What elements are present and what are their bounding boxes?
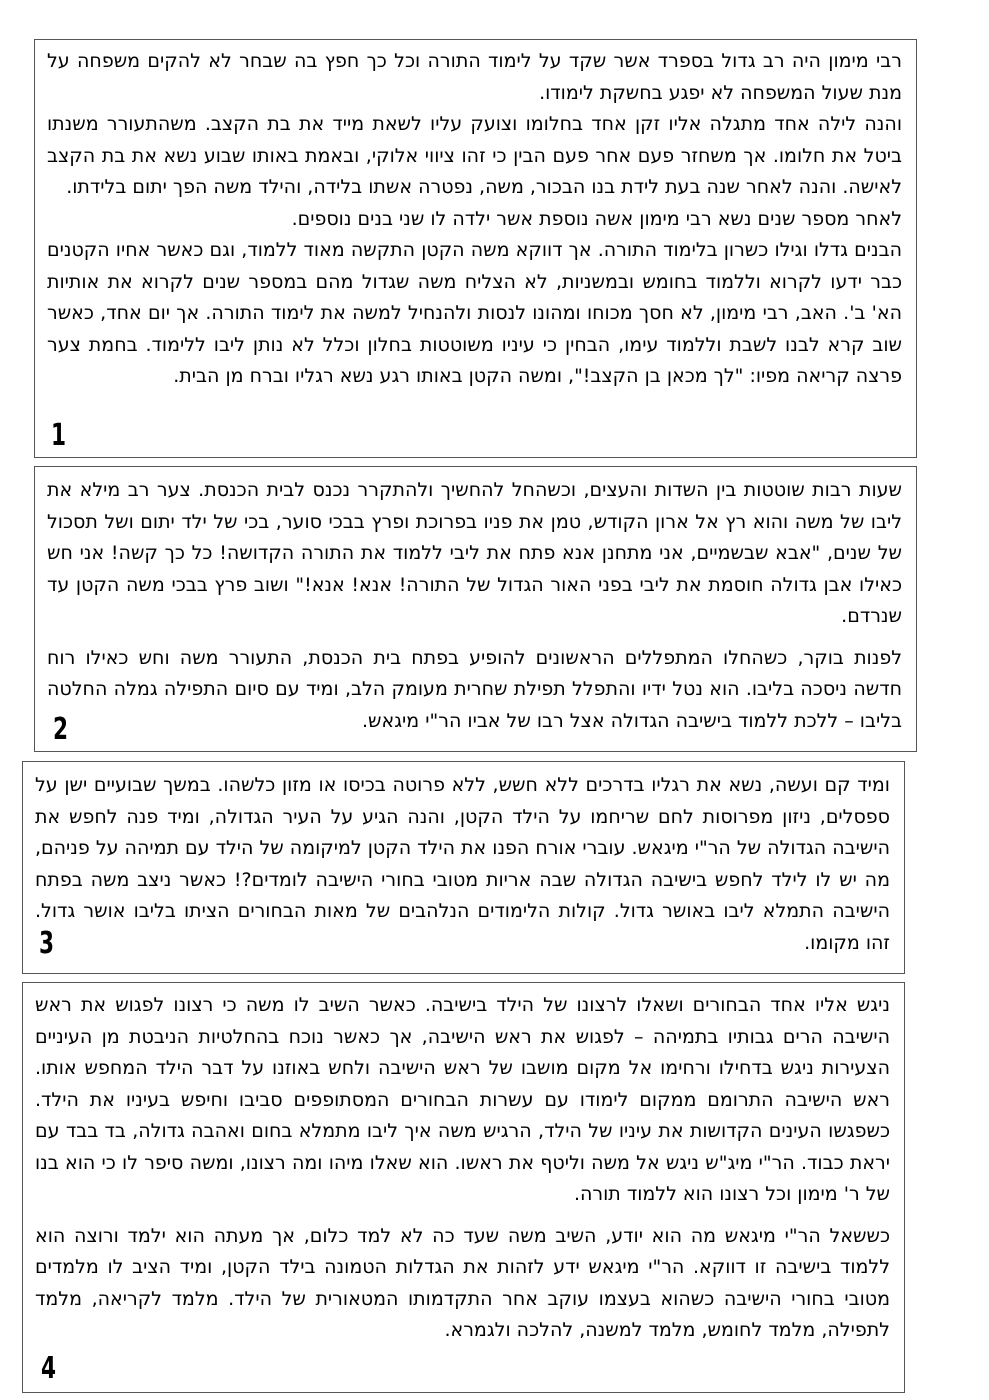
story-section-1 bbox=[34, 39, 917, 458]
section-number: 2 bbox=[53, 712, 69, 747]
story-section-2 bbox=[34, 466, 917, 752]
paragraph: שעות רבות שוטטות בין השדות והעצים, וכשהחל להחשיך ולהתקרר נכנס לבית הכנסת. צער רב מילא את ליבו של משה והוא רץ אל ארון הקודש, טמן את פניו בפרוכת ופרץ בבכי סוער, בכי של ילד יתום ושל תסכול של שנים, "אבא שבשמיים, אני מתחנן אנא פתח את ליבי ללמוד את התורה הקדושה! כל כך קשה! אני חש כאילו אבן גדולה חוסמת את ליבי בפני האור הגדול של התורה! אנא! אנא!" ושוב פרץ בבכי משה הקטן עד שנרדם. bbox=[47, 479, 902, 627]
section-number: 1 bbox=[51, 418, 67, 453]
paragraph: כששאל הר"י מיגאש מה הוא יודע, השיב משה שעד כה לא למד כלום, אך מעתה הוא ילמד ורוצה הוא ללמוד בישיבה זו דווקא. הר"י מיגאש ידע לזהות את הגדלות הטמונה בילד הקטן, ומיד הציב לו מלמדים מטובי בחורי הישיבה כשהוא בעצמו עוקב אחר התקדמותו המטאורית של הילד. מלמד לקריאה, מלמד לתפילה, מלמד לחומש, מלמד למשנה, להלכה ולגמרא. bbox=[35, 1224, 890, 1341]
story-section-4 bbox=[22, 982, 905, 1393]
paragraph: לפנות בוקר, כשהחלו המתפללים הראשונים להופיע בפתח בית הכנסת, התעורר משה וחש כאילו רוח חדשה ניסכה בליבו. הוא נטל ידיו והתפלל תפילת שחרית מעומק הלב, ומיד עם סיום התפילה גמלה החלטה בליבו – ללכת ללמוד בישיבה הגדולה אצל רבו של אביו הר"י מיגאש. bbox=[47, 646, 902, 732]
paragraph: ומיד קם ועשה, נשא את רגליו בדרכים ללא חשש, ללא פרוטה בכיסו או מזון כלשהו. במשך שבועיים ישן על ספסלים, ניזון מפרוסות לחם שריחמו על הילד הקטן, והנה הגיע על העיר הגדולה, ומיד פנה לחפש את הישיבה הגדולה של הר"י מיגאש. עוברי אורח הפנו את הילד הקטן למיקומה של הילד עם תמיהה על פניהם, מה יש לו לילד לחפש בישיבה הגדולה שבה אריות מטובי בחורי הישיבה לומדים?! כאשר ניצב משה בפתח הישיבה התמלא ליבו באושר גדול. קולות הלימודים הנלהבים של מאות הבחורים הציתו בליבו אושר גדול. זהו מקומו. bbox=[35, 774, 890, 954]
section-number: 4 bbox=[41, 1351, 57, 1386]
paragraph: הבנים גדלו וגילו כשרון בלימוד התורה. אך דווקא משה הקטן התקשה מאוד ללמוד, וגם כאשר אחיו הקטנים כבר ידעו לקרוא וללמוד בחומש ובמשניות, לא הצליח משה שגדול מהם במספר שנים לקרוא את אותיות הא' ב'. האב, רבי מימון, לא חסך מכוחו ומהונו לנסות ולהנחיל למשה את לימוד התורה. אך יום אחד, כאשר שוב קרא לבנו לשבת וללמוד עימו, הבחין כי עיניו משוטטות בחלון וכלל לא נותן ליבו ללימוד. בחמת צער פרצה קריאה מפיו: "לך מכאן בן הקצב!", ומשה הקטן באותו רגע נשא רגליו וברח מן הבית. bbox=[47, 239, 902, 387]
paragraph: לאחר מספר שנים נשא רבי מימון אשה נוספת אשר ילדה לו שני בנים נוספים. bbox=[291, 207, 902, 230]
story-section-3 bbox=[22, 761, 905, 974]
paragraph: רבי מימון היה רב גדול בספרד אשר שקד על לימוד התורה וכל כך חפץ בה שבחר לא להקים משפחה על מנת שעול המשפחה לא יפגע בחשקת לימודו. bbox=[47, 50, 902, 104]
section-number: 3 bbox=[39, 926, 55, 961]
paragraph: והנה לילה אחד מתגלה אליו זקן אחד בחלומו וצועק עליו לשאת מייד את בת הקצב. משהתעורר משנתו ביטל את חלומו. אך משחזר פעם אחר פעם הבין כי זהו ציווי אלוקי, ובאמת באותו שבוע נשא את בת הקצב לאישה. והנה לאחר שנה בעת לידת בנו הבכור, משה, נפטרה אשתו בלידה, והילד משה הפך יתום בלידתו. bbox=[47, 113, 902, 198]
paragraph: ניגש אליו אחד הבחורים ושאלו לרצונו של הילד בישיבה. כאשר השיב לו משה כי רצונו לפגוש את ראש הישיבה הרים גבותיו בתמיהה – לפגוש את ראש הישיבה, אך כאשר נוכח בהחלטיות הניבטת מן העיניים הצעירות ניגש בדחילו ורחימו אל מקום מושבו של ראש הישיבה ולחש באוזנו על דבר הילד המחפש אותו. ראש הישיבה התרומם ממקום לימודו עם עשרות הבחורים המסתופפים סביבו וחיפש בעיניו את הילד. כשפגשו העינים הקדושות את עיניו של הילד, הרגיש משה איך ליבו מתמלא בחום ואהבה גדולה, בד בבד עם יראת כבוד. הר"י מיג"ש ניגש אל משה וליטף את ראשו. הוא שאלו מיהו ומה רצונו, ומשה סיפר לו כי הוא בנו של ר' מימון וכל רצונו הוא ללמוד תורה. bbox=[35, 994, 890, 1205]
